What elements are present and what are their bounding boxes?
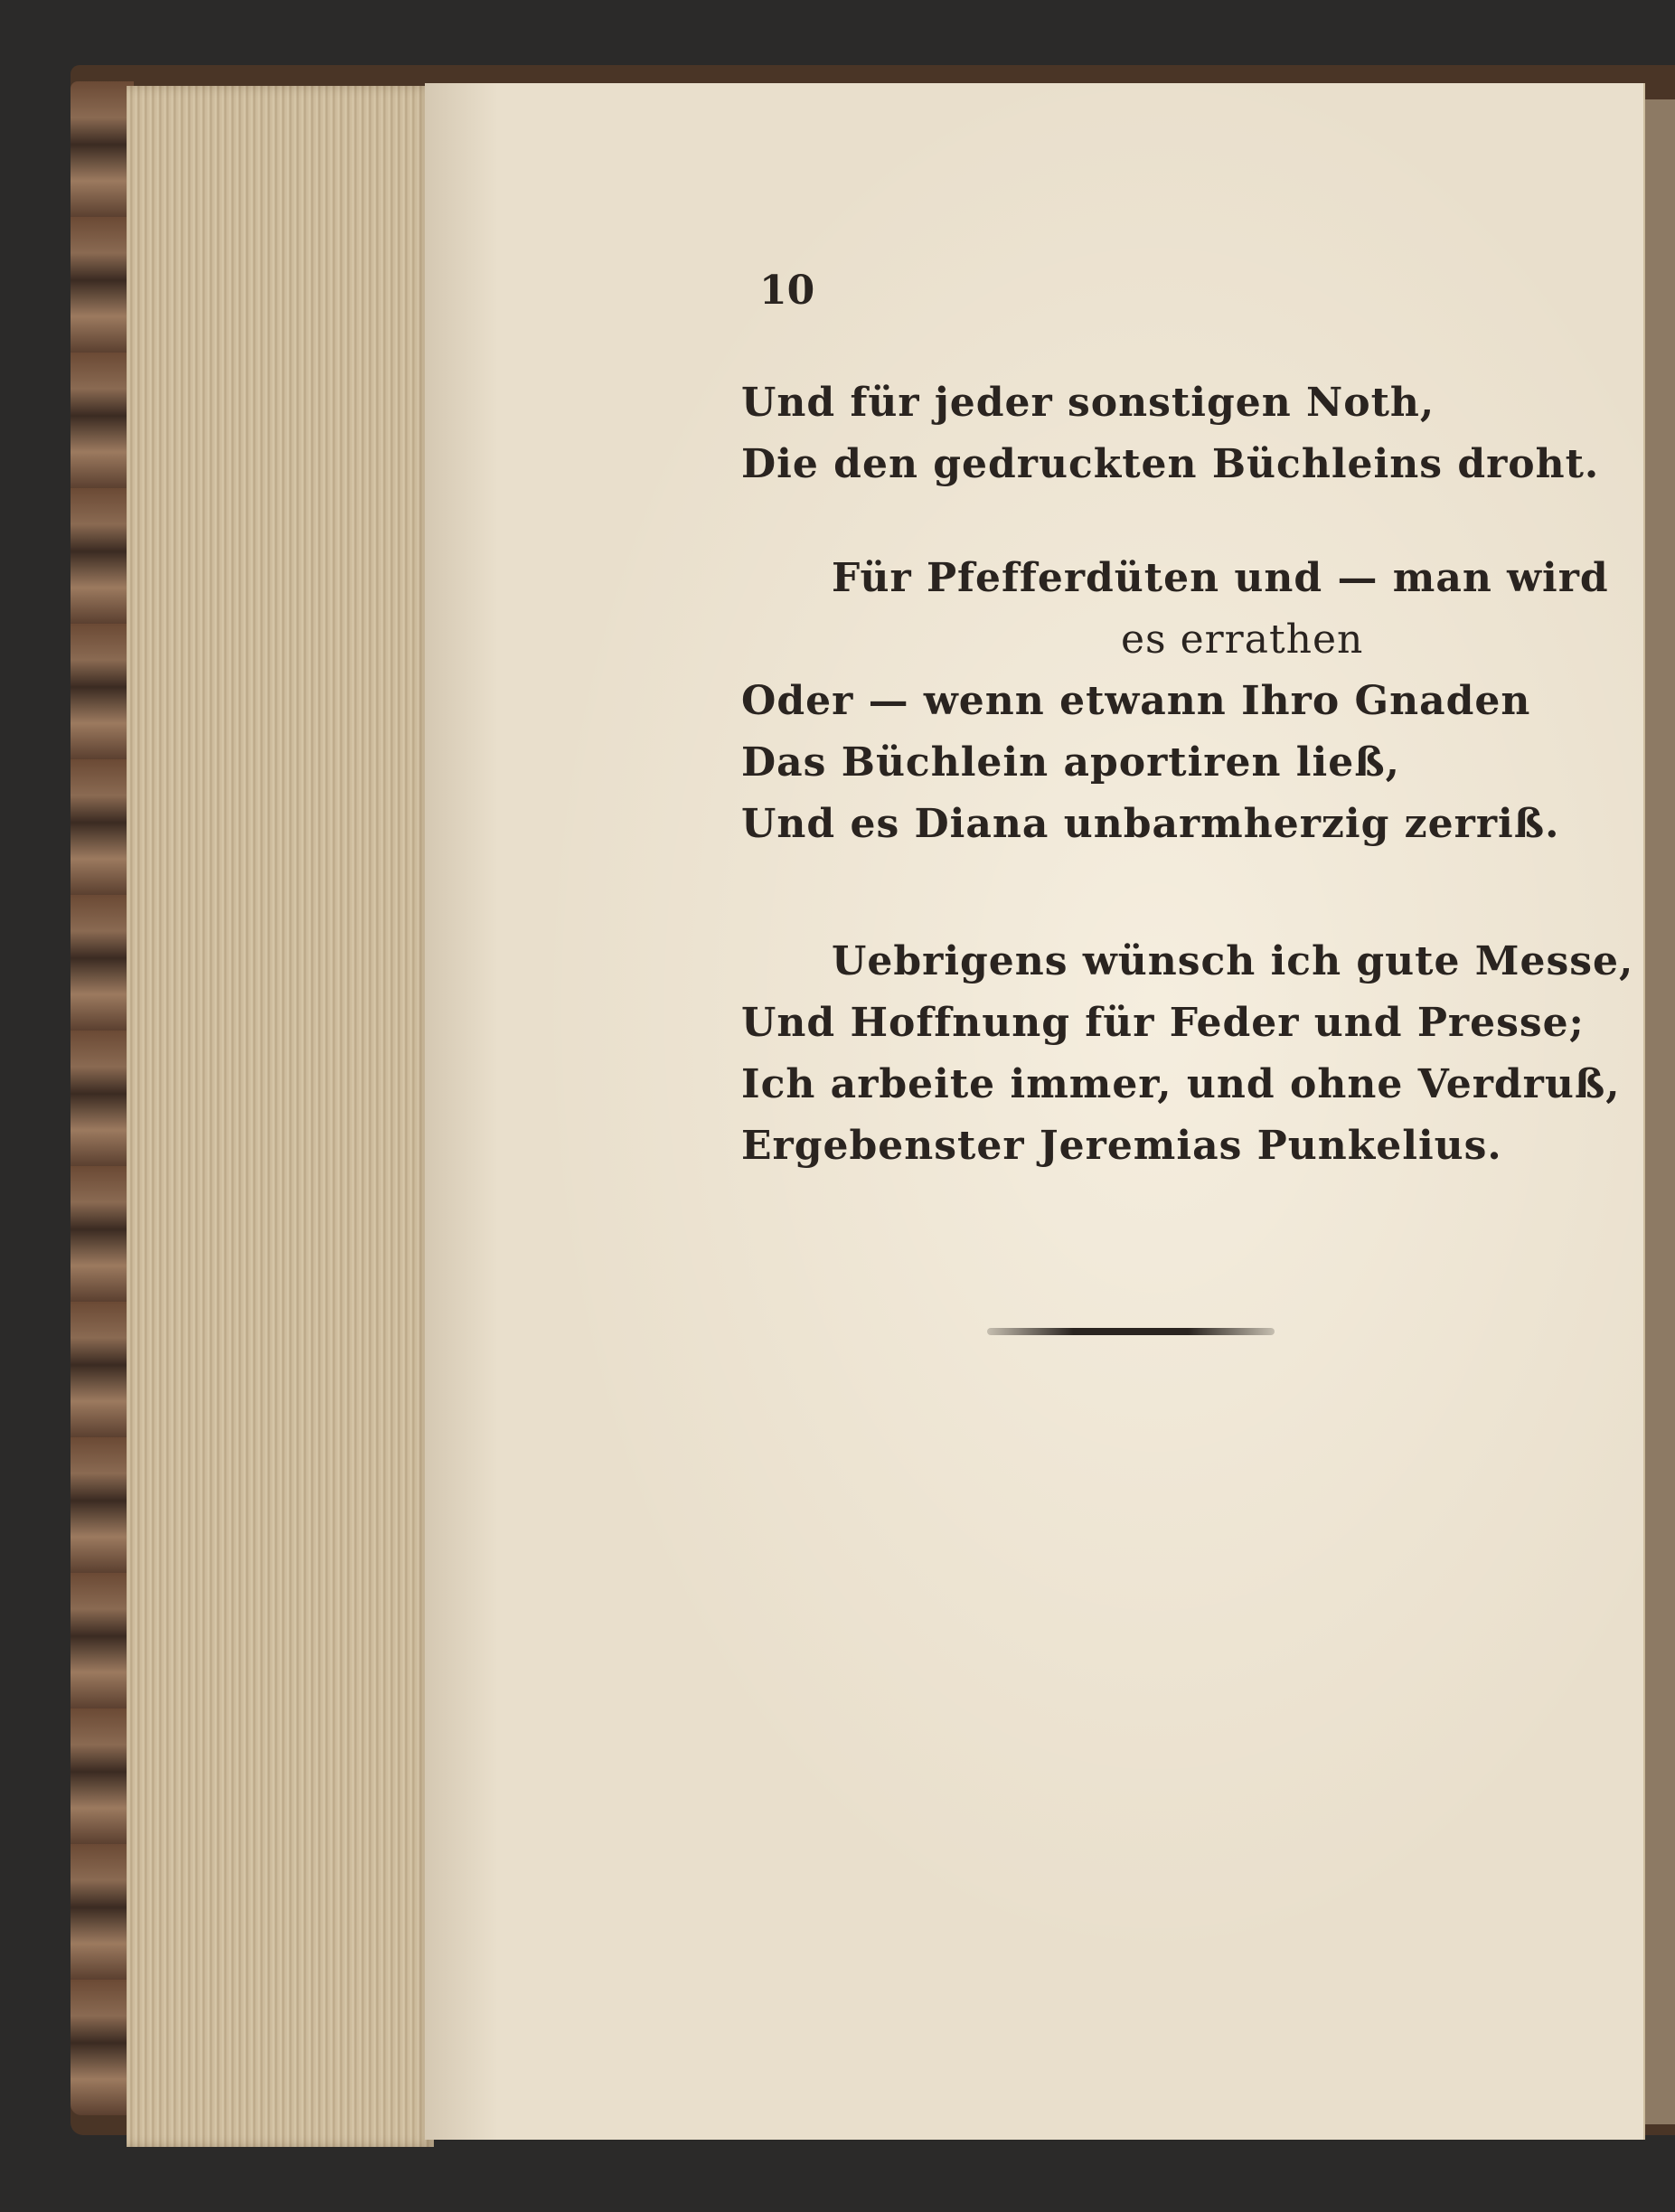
stanza-1 — [741, 372, 1599, 495]
stanza-2 — [741, 548, 1609, 855]
verse-line: Und Hoffnung für Feder und Presse; — [741, 1000, 1585, 1046]
verse-line: Ergebenster Jeremias Punkelius. — [741, 1123, 1502, 1169]
verse-line: Oder — wenn etwann Ihro Gnaden — [741, 678, 1531, 724]
page-edges — [127, 86, 434, 2147]
verse-line: Uebrigens wünsch ich gute Messe, — [832, 938, 1634, 984]
verse-line: Die den gedruckten Büchleins droht. — [741, 441, 1600, 487]
verse-line: Das Büchlein aportiren ließ, — [741, 739, 1400, 786]
verse-line: Und für jeder sonstigen Noth, — [741, 380, 1435, 426]
verse-line: Für Pfefferdüten und — man wird — [832, 555, 1609, 601]
verse-line-turnover: es errathen — [1121, 617, 1364, 663]
ornamental-rule — [987, 1328, 1275, 1335]
binding-edge — [1643, 99, 1675, 2124]
page-number: 10 — [759, 268, 815, 314]
cover-edge — [71, 81, 134, 2115]
stanza-3 — [741, 931, 1633, 1177]
verse-line: Ich arbeite immer, und ohne Verdruß, — [741, 1061, 1621, 1107]
verse-line: Und es Diana unbarmherzig zerriß. — [741, 801, 1560, 847]
